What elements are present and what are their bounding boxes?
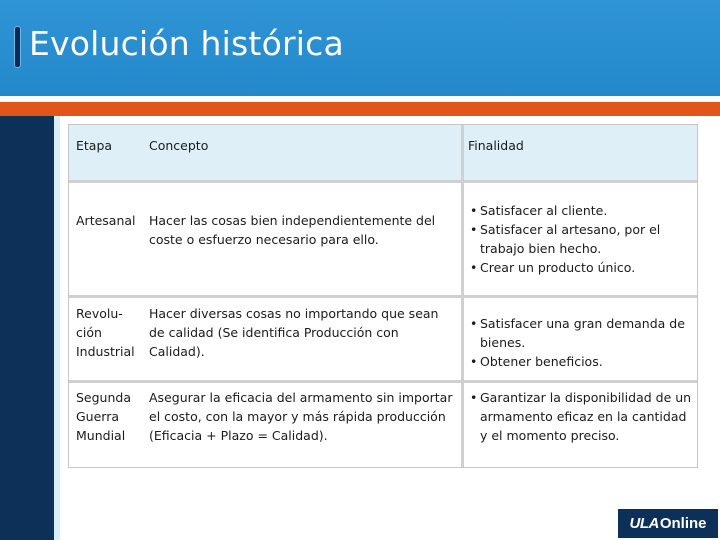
row-divider bbox=[69, 380, 697, 383]
cell-finalidad bbox=[468, 201, 693, 277]
table-row bbox=[69, 381, 697, 467]
header-finalidad: Finalidad bbox=[468, 138, 524, 153]
table-header-row bbox=[69, 125, 697, 181]
ula-online-logo bbox=[618, 509, 718, 538]
finalidad-item: • Crear un producto único. bbox=[468, 258, 693, 277]
header-etapa: Etapa bbox=[76, 138, 113, 153]
row-divider bbox=[69, 180, 697, 183]
finalidad-item: • Obtener beneficios. bbox=[468, 352, 693, 371]
cell-concepto: Hacer diversas cosas no importando que sean de calidad (Se identifica Producción con Calidad). bbox=[149, 306, 439, 359]
table-row bbox=[69, 181, 697, 297]
finalidad-item: • Satisfacer al cliente. bbox=[468, 201, 693, 220]
slide-header bbox=[0, 0, 720, 96]
finalidad-item: • Satisfacer una gran demanda de bienes. bbox=[468, 314, 693, 352]
left-light-stripe bbox=[54, 116, 60, 540]
evolution-table bbox=[68, 124, 698, 468]
cell-etapa: Segunda Guerra Mundial bbox=[76, 390, 131, 443]
cell-etapa: Revolu-ción Industrial bbox=[76, 306, 135, 359]
cell-concepto: Asegurar la eficacia del armamento sin importar el costo, con la mayor y más rápida producción (Eficacia + Plazo = Calidad). bbox=[149, 390, 453, 443]
cell-concepto: Hacer las cosas bien independientemente del coste o esfuerzo necesario para ello. bbox=[149, 213, 436, 247]
table-row bbox=[69, 297, 697, 381]
header-concepto: Concepto bbox=[149, 138, 209, 153]
cell-finalidad bbox=[468, 388, 693, 445]
title-accent-bar bbox=[15, 27, 20, 67]
logo-suffix: Online bbox=[659, 515, 707, 532]
slide-title: Evolución histórica bbox=[29, 24, 344, 63]
logo-brand: ULA bbox=[629, 515, 659, 532]
finalidad-item: • Satisfacer al artesano, por el trabajo bien hecho. bbox=[468, 220, 693, 258]
cell-etapa: Artesanal bbox=[76, 213, 136, 228]
column-divider bbox=[461, 125, 464, 467]
left-navy-panel bbox=[0, 116, 54, 540]
cell-finalidad bbox=[468, 314, 693, 371]
orange-divider bbox=[0, 102, 720, 116]
row-divider bbox=[69, 295, 697, 298]
finalidad-item: • Garantizar la disponibilidad de un armamento eficaz en la cantidad y el momento preciso. bbox=[468, 388, 693, 445]
